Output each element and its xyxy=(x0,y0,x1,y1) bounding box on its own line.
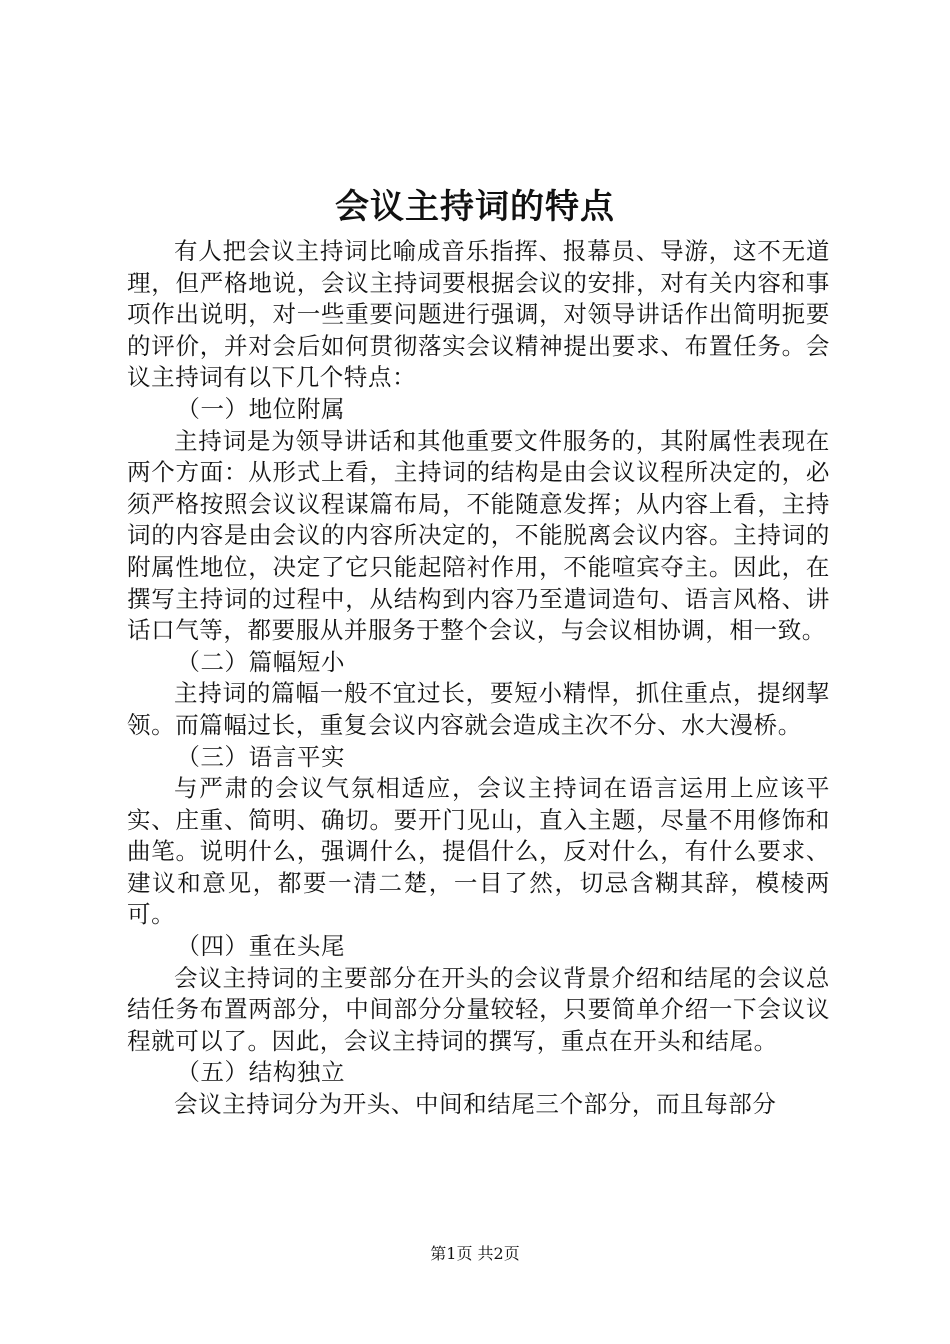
section-heading-2: （二）篇幅短小 xyxy=(176,647,346,676)
section-paragraph-4: 会议主持词的主要部分在开头的会议背景介绍和结尾的会议总结任务布置两部分，中间部分分量较轻，只要简单介绍一下会议议程就可以了。因此，会议主持词的撰写，重点在开头和结尾。 xyxy=(127,963,830,1055)
section-paragraph-3: 与严肃的会议气氛相适应，会议主持词在语言运用上应该平实、庄重、简明、确切。要开门见山，直入主题，尽量不用修饰和曲笔。说明什么，强调什么，提倡什么，反对什么，有什么要求、建议和意见，都要一清二楚，一目了然，切忌含糊其辞，模棱两可。 xyxy=(127,774,830,929)
section-heading-1: （一）地位附属 xyxy=(176,394,346,423)
document-title: 会议主持词的特点 xyxy=(335,187,615,227)
section-heading-3: （三）语言平实 xyxy=(176,742,346,771)
section-heading-5: （五）结构独立 xyxy=(176,1058,346,1087)
intro-paragraph: 有人把会议主持词比喻成音乐指挥、报幕员、导游，这不无道理，但严格地说，会议主持词要根据会议的安排，对有关内容和事项作出说明，对一些重要问题进行强调，对领导讲话作出简明扼要的评价，并对会后如何贯彻落实会议精神提出要求、布置任务。会议主持词有以下几个特点： xyxy=(127,237,830,392)
section-paragraph-1: 主持词是为领导讲话和其他重要文件服务的，其附属性表现在两个方面：从形式上看，主持词的结构是由会议议程所决定的，必须严格按照会议议程谋篇布局，不能随意发挥；从内容上看，主持词的内容是由会议的内容所决定的，不能脱离会议内容。主持词的附属性地位，决定了它只能起陪衬作用，不能喧宾夺主。因此，在撰写主持词的过程中，从结构到内容乃至遣词造句、语言风格、讲话口气等，都要服从并服务于整个会议，与会议相协调，相一致。 xyxy=(127,426,830,645)
document-body xyxy=(127,236,830,1121)
section-paragraph-2: 主持词的篇幅一般不宜过长，要短小精悍，抓住重点，提纲挈领。而篇幅过长，重复会议内容就会造成主次不分、水大漫桥。 xyxy=(127,679,830,739)
section-paragraph-5: 会议主持词分为开头、中间和结尾三个部分，而且每部分 xyxy=(174,1090,777,1119)
section-heading-4: （四）重在头尾 xyxy=(176,932,346,961)
page-footer: 第1页 共2页 xyxy=(430,1244,520,1263)
